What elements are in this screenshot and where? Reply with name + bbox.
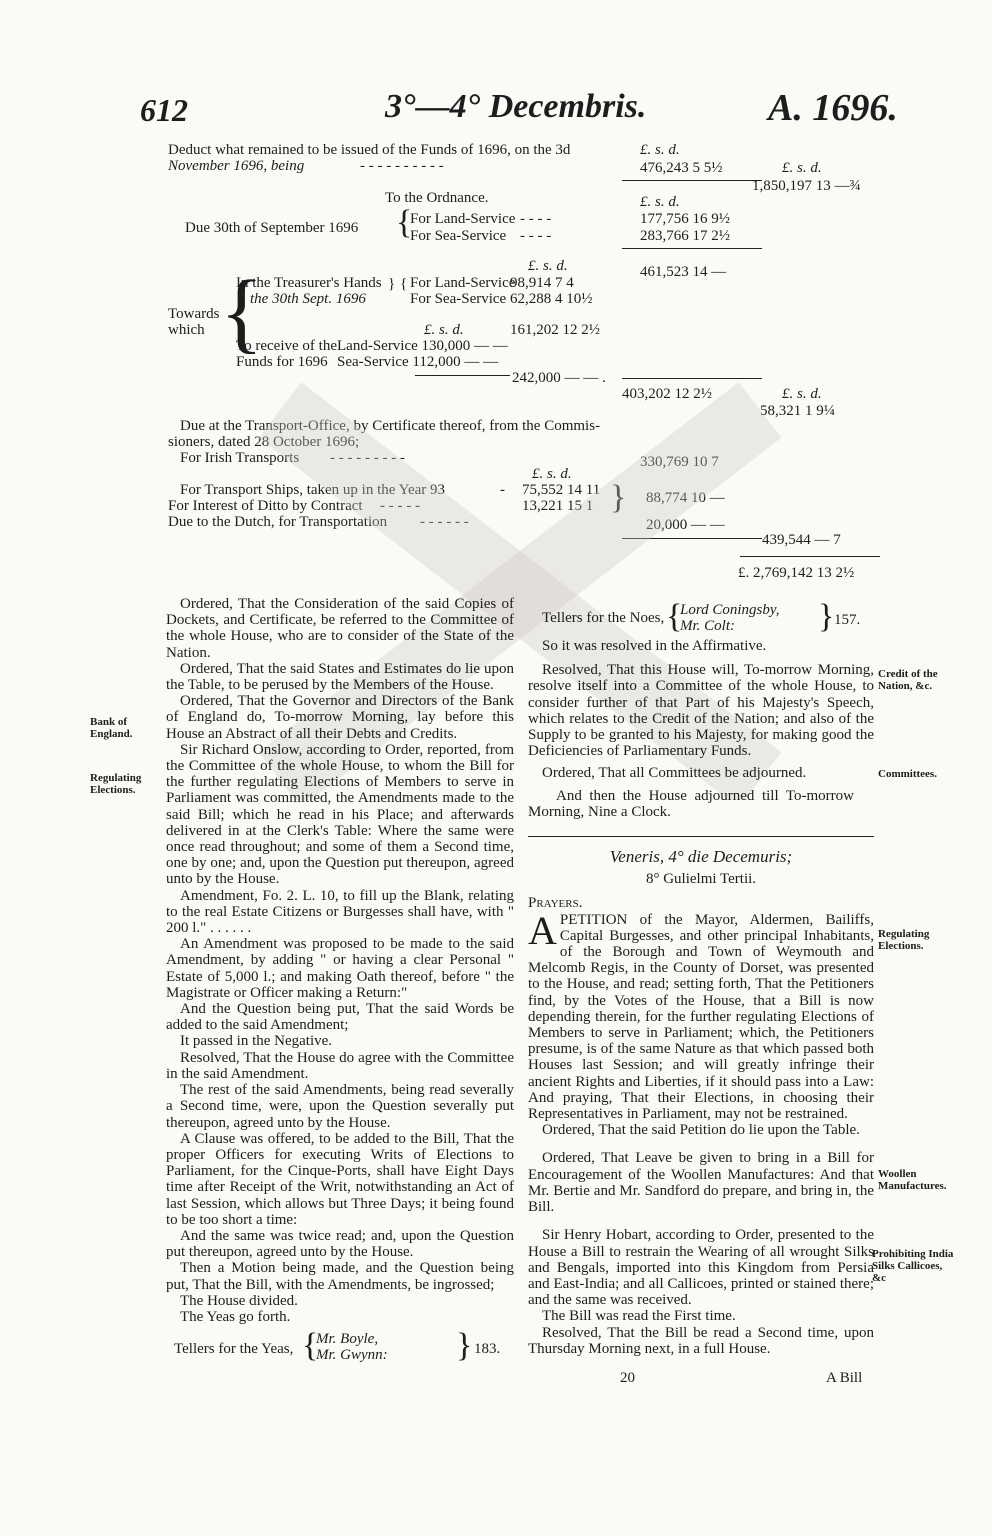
irish-amount: 330,769 10 7 bbox=[640, 454, 719, 470]
date-heading: Veneris, 4° die Decemuris; bbox=[609, 847, 793, 867]
leader-dots: - - - - - bbox=[380, 498, 420, 514]
noes-label: Tellers for the Noes, bbox=[542, 610, 665, 626]
rule bbox=[622, 248, 762, 249]
large-brace: { bbox=[220, 263, 264, 362]
hobart-bill: Sir Henry Hobart, according to Order, presented to the House a Bill to restrain the Wearing of all wrought Silks and Bengals, imported into this Kingdom from Persia and East-India; and all Callicoes, printed or stained there; and the same was received. bbox=[528, 1227, 874, 1309]
lsd-header-5: £. s. d. bbox=[424, 322, 464, 338]
twice-read: And the same was twice read; and, upon the Question put thereupon, agreed unto by the House. bbox=[166, 1227, 514, 1261]
brace-small: } bbox=[388, 276, 396, 292]
petition-weymouth bbox=[528, 907, 874, 1123]
committees-adjourned: Ordered, That all Committees be adjourned. bbox=[542, 765, 807, 782]
question-put: And the Question being put, That the said Words be added to the said Amendment; bbox=[166, 1001, 514, 1034]
treasurer-land-amount: 98,914 7 4 bbox=[510, 275, 574, 291]
brace: { bbox=[396, 204, 413, 241]
grand-total: £. 2,769,142 13 2½ bbox=[738, 565, 855, 581]
transport-total: 439,544 — 7 bbox=[762, 532, 841, 548]
towards-which: Towards which bbox=[168, 306, 220, 338]
lsd-header-7: £. s. d. bbox=[532, 466, 572, 482]
transport-ships: For Transport Ships, taken up in the Year 93 bbox=[180, 482, 446, 498]
receive-total: 242,000 — — . bbox=[512, 370, 606, 386]
lsd-header: £. s. d. bbox=[640, 142, 680, 158]
second-reading: Resolved, That the Bill be read a Second time, upon Thursday Morning next, in a full House. bbox=[528, 1324, 874, 1357]
first-reading: The Bill was read the First time. bbox=[542, 1308, 736, 1325]
margin-woollen: Woollen Manufactures. bbox=[878, 1168, 947, 1192]
transport-line-2: sioners, dated 28 October 1696; bbox=[168, 434, 360, 450]
yeas-count: 183. bbox=[474, 1341, 501, 1358]
reign-heading: 8° Gulielmi Tertii. bbox=[645, 871, 757, 888]
margin-regulating-2: Regulating Elections. bbox=[878, 928, 930, 952]
rule bbox=[622, 538, 762, 539]
funds-for: Funds for 1696 bbox=[236, 354, 328, 370]
prayers-heading: Prayers. bbox=[528, 895, 583, 912]
ordnance-total: 461,523 14 — bbox=[640, 264, 727, 280]
negative: It passed in the Negative. bbox=[180, 1033, 333, 1050]
section-rule bbox=[528, 836, 874, 837]
yeas-label: Tellers for the Yeas, bbox=[174, 1341, 294, 1358]
margin-committees: Committees. bbox=[878, 768, 937, 780]
resolved-committee: Resolved, That this House will, To-morrow Morning, resolve itself into a Committee of the whole House, to consider further of that Part of his Majesty's Speech, which relates to the Credit of the Nation; and also of the Supply to be granted to his Majesty, for making good the Deficiencies of Parliamentary Funds. bbox=[528, 662, 874, 760]
ordnance-sea-amount: 283,766 17 2½ bbox=[640, 228, 730, 244]
treasurer-hands: In the Treasurer's Hands bbox=[236, 275, 382, 291]
transport-line-1: Due at the Transport-Office, by Certificate thereof, from the Commis- bbox=[180, 418, 601, 434]
to-receive: To receive of the bbox=[236, 338, 337, 354]
house-adjourned: And then the House adjourned till To-morrow Morning, Nine a Clock. bbox=[528, 787, 854, 820]
amendment-blank: Amendment, Fo. 2. L. 10, to fill up the Blank, relating to the real Estate Citizens or Burgesses shall have, with " 200 l." . . . . . . bbox=[166, 887, 514, 937]
motion-made: Then a Motion being made, and the Question being put, That the Bill, with the Amendments, be ingrossed; bbox=[166, 1260, 514, 1293]
leader-dots: - - - - - - - - - bbox=[330, 450, 405, 466]
brace: } bbox=[456, 1327, 473, 1365]
ships-amount: 75,552 14 11 bbox=[522, 482, 601, 498]
dutch-transport: Due to the Dutch, for Transportation bbox=[168, 514, 388, 530]
brace-small: { bbox=[400, 276, 408, 292]
irish-transports: For Irish Transports bbox=[180, 450, 300, 466]
noes-tellers bbox=[528, 598, 874, 638]
onslow-report: Sir Richard Onslow, according to Order, reported, from the Committee of the whole House, to whom the Bill for the further regulating Elections of Members to serve in Parliament was committed, the Amendments made to the said Bill; which he read in his Place; and afterwards delivered in at the Clerk's Table: Where the same were once read throughout; and some of them a Second time, one by one; and, upon the Question put thereupon, agreed unto by the House. bbox=[166, 741, 514, 888]
yeas-teller-2: Mr. Gwynn: bbox=[316, 1347, 388, 1364]
leader-dots: - - - - bbox=[520, 228, 552, 244]
signature-mark: 20 bbox=[620, 1370, 635, 1386]
ordered-bank: Ordered, That the Governor and Directors of the Bank of England do, To-morrow Morning, lay before this House an Abstract of all their Debts and Credits. bbox=[166, 693, 514, 742]
interest-ditto: For Interest of Ditto by Contract bbox=[168, 498, 363, 514]
due-september: Due 30th of September 1696 bbox=[185, 220, 359, 236]
brace: } bbox=[818, 598, 835, 635]
drop-cap: A bbox=[528, 907, 557, 953]
ordnance-sea-label: For Sea-Service bbox=[410, 228, 507, 244]
page-header-year: A. 1696. bbox=[768, 87, 898, 129]
treasurer-sea: For Sea-Service bbox=[410, 291, 507, 307]
treasurer-total: 161,202 12 2½ bbox=[510, 322, 600, 338]
treasurer-date: the 30th Sept. 1696 bbox=[250, 291, 366, 307]
rest-amendments: The rest of the said Amendments, being read severally a Second time, were, upon the Question severally put thereupon, agreed unto by the House. bbox=[166, 1082, 514, 1131]
margin-prohibiting: Prohibiting India Silks Callicoes, &c bbox=[872, 1248, 954, 1284]
lsd-header-2: £. s. d. bbox=[782, 160, 822, 176]
treasurer-land: For Land-Service bbox=[410, 275, 516, 291]
catchword: A Bill bbox=[826, 1370, 863, 1386]
petition-text: PETITION of the Mayor, Aldermen, Bailiffs, Capital Burgesses, and other principal Inhabitants, of the Borough and Town of Weymouth and Melcomb Regis, in the County of Dorset, was presented to the House, and read; setting forth, That the Petitioners find, by the Votes of the House, that a Bill is now depending therein, for the further regulating Elections of Members to serve in Parliament; which, the Petitioners presume, is of the same Nature as that which passed both Houses last Session; and will greatly infringe their ancient Rights and Liberties, if it should pass into a Law: And praying, That their Elections, in choosing their Representatives in Parliament, may not be restrained. bbox=[528, 911, 874, 1123]
interest-amount: 13,221 15 1 bbox=[522, 498, 594, 514]
margin-regulating: Regulating Elections. bbox=[90, 772, 142, 796]
rule bbox=[622, 378, 762, 379]
margin-credit: Credit of the Nation, &c. bbox=[878, 668, 938, 692]
brace: } bbox=[610, 479, 627, 516]
treasurer-sea-amount: 62,288 4 10½ bbox=[510, 291, 593, 307]
rule bbox=[622, 180, 762, 181]
receive-land: Land-Service 130,000 — — bbox=[337, 338, 508, 354]
balance: 58,321 1 9¼ bbox=[760, 403, 835, 419]
deduct-result: 1,850,197 13 —¾ bbox=[752, 178, 861, 194]
receive-sea: Sea-Service 112,000 — — bbox=[337, 354, 499, 370]
page-header-dates: 3°—4° Decembris. bbox=[385, 88, 647, 125]
house-divided: The House divided. bbox=[180, 1292, 298, 1309]
leader-dots: - - - - - - bbox=[420, 514, 469, 530]
ordnance-land-label: For Land-Service bbox=[410, 211, 516, 227]
woollen-leave: Ordered, That Leave be given to bring in a Bill for Encouragement of the Woollen Manufactures: And that Mr. Bertie and Mr. Sandford do prepare, and bring in, the Bill. bbox=[528, 1150, 874, 1216]
clause-offered: A Clause was offered, to be added to the Bill, That the proper Officers for executing Writs of Elections to Parliament, for the Cinque-Ports, shall have Eight Days time after Receipt of the Writ, notwithstanding an Act of last Session, which allows but Three Days; it being found to be too short a time: bbox=[166, 1130, 514, 1228]
right-column bbox=[528, 598, 874, 1357]
left-column bbox=[166, 596, 514, 1367]
page-number: 612 bbox=[140, 92, 188, 128]
deduct-amount: 476,243 5 5½ bbox=[640, 160, 723, 176]
leader-dots: - bbox=[500, 482, 505, 498]
rule bbox=[740, 556, 880, 557]
yeas-forth: The Yeas go forth. bbox=[180, 1308, 291, 1325]
yeas-teller-1: Mr. Boyle, bbox=[316, 1331, 379, 1348]
deduct-line-1: Deduct what remained to be issued of the Funds of 1696, on the 3d bbox=[168, 142, 571, 158]
dutch-amount: 20,000 — — bbox=[646, 517, 725, 533]
brace: { bbox=[666, 598, 683, 635]
yeas-tellers bbox=[166, 1329, 514, 1367]
noes-teller-2: Mr. Colt: bbox=[680, 618, 736, 634]
noes-teller-1: Lord Coningsby, bbox=[680, 602, 780, 618]
lsd-header-6: £. s. d. bbox=[782, 386, 822, 402]
rule bbox=[415, 375, 510, 376]
towards-total: 403,202 12 2½ bbox=[622, 386, 712, 402]
resolved-agree: Resolved, That the House do agree with the Committee in the said Amendment. bbox=[166, 1049, 514, 1082]
ordered-consideration: Ordered, That the Consideration of the said Copies of Dockets, and Certificate, be referred to the Committee of the whole House, who are to consider of the State of the Nation. bbox=[166, 596, 514, 661]
noes-count: 157. bbox=[834, 612, 861, 628]
leader-dots: - - - - bbox=[520, 211, 552, 227]
lsd-header-4: £. s. d. bbox=[528, 258, 568, 274]
affirmative: So it was resolved in the Affirmative. bbox=[542, 638, 767, 654]
ships-total: 88,774 10 — bbox=[646, 490, 725, 506]
lsd-header-3: £. s. d. bbox=[640, 194, 680, 210]
amendment-proposed: An Amendment was proposed to be made to the said Amendment, by adding " or having a clear Personal " Estate of 5,000 l.; and making Oath thereof, before " the Magistrate or Officer making a Return:" bbox=[166, 936, 514, 1001]
ordnance-title: To the Ordnance. bbox=[385, 190, 489, 206]
ordnance-land-amount: 177,756 16 9½ bbox=[640, 211, 730, 227]
petition-lie: Ordered, That the said Petition do lie upon the Table. bbox=[542, 1122, 860, 1139]
brace: { bbox=[302, 1327, 319, 1365]
leader-dots: - - - - - - - - - - bbox=[360, 158, 444, 174]
ordered-estimates: Ordered, That the said States and Estimates do lie upon the Table, to be perused by the Members of the House. bbox=[166, 660, 514, 694]
deduct-line-2: November 1696, being bbox=[168, 158, 305, 174]
margin-bank: Bank of England. bbox=[90, 716, 133, 740]
